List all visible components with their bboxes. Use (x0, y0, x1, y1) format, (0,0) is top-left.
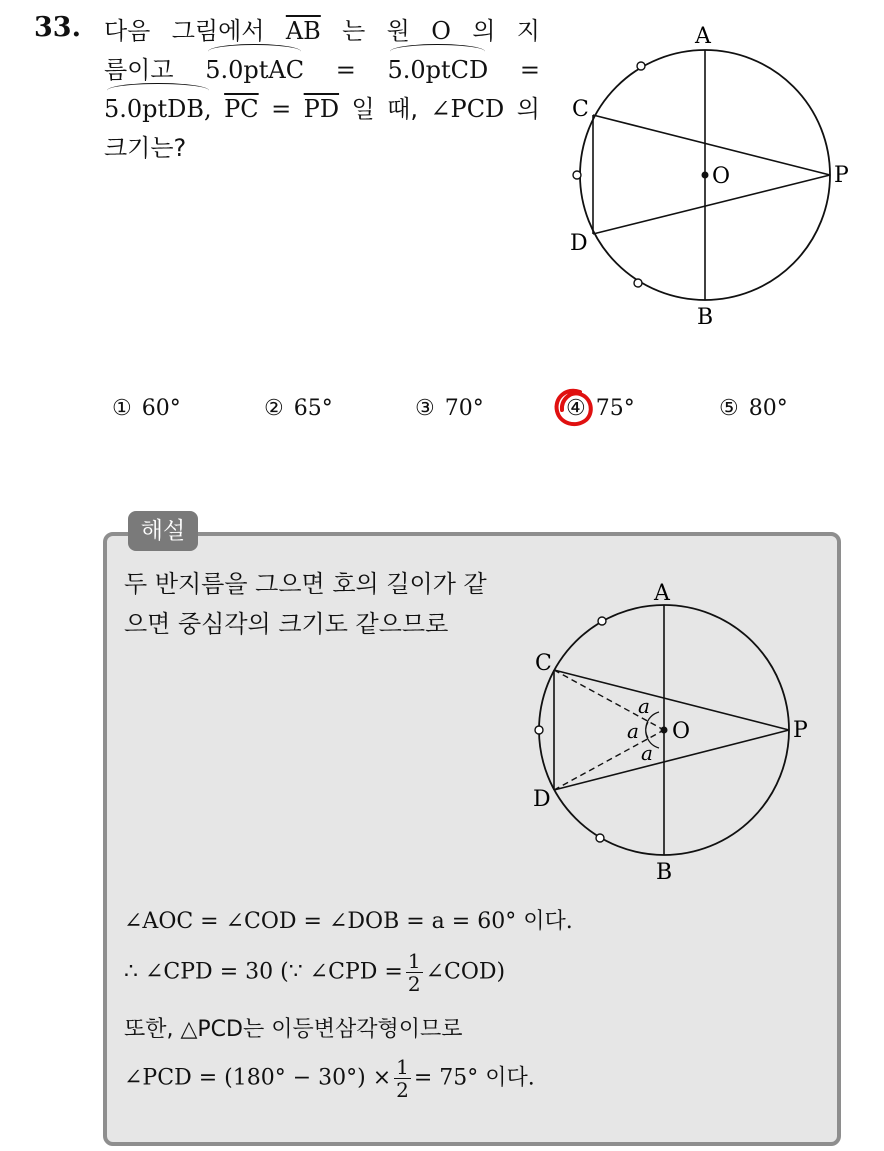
solution-step-3: 또한, △PCD는 이등변삼각형이므로 (124, 1017, 463, 1042)
choice-marker: ④ (566, 396, 586, 421)
solution-intro (124, 564, 487, 644)
arc-mark (573, 171, 581, 179)
choice-marker: ① (112, 396, 132, 421)
q-word: 때, (387, 95, 418, 123)
q-word: 지 (516, 17, 540, 45)
label-d: D (533, 787, 551, 812)
solution-intro-line-2: 으면 중심각의 크기도 같으므로 (124, 610, 449, 638)
frac-num: 1 (396, 1055, 409, 1079)
question-line-1 (104, 12, 540, 51)
question-line-4 (104, 129, 540, 168)
label-b: B (656, 860, 673, 885)
q-word: 는 (342, 17, 366, 45)
equals: = (519, 56, 540, 84)
choice-marker: ③ (415, 396, 435, 421)
label-o: O (712, 164, 731, 189)
fraction-half (406, 950, 423, 995)
choice-marker: ⑤ (719, 396, 739, 421)
arc-cd: 5.0ptCD (387, 51, 488, 90)
question-text (104, 12, 540, 168)
center-dot (661, 727, 668, 734)
choice-value: 75° (595, 396, 635, 421)
arc-ac: 5.0ptAC (205, 51, 304, 90)
question-figure (555, 18, 855, 338)
fraction-half (394, 1056, 411, 1101)
solution-step-1: ∠AOC = ∠COD = ∠DOB = a = 60° 이다. (124, 909, 573, 934)
equals: = (271, 95, 292, 123)
solution-step-4 (124, 1056, 535, 1101)
segment-pc: $\overline{PC}$ (224, 95, 259, 123)
angle-label-a: a (638, 694, 650, 718)
label-o: O (672, 719, 691, 744)
step4-left: ∠PCD = (180° − 30°) × (124, 1065, 392, 1091)
frac-num: 1 (407, 949, 421, 973)
step2-right: ∠COD) (425, 959, 506, 985)
segment-pd: $\overline{PD}$ (303, 95, 340, 123)
choice-value: 70° (444, 396, 484, 421)
choice-5[interactable] (719, 396, 788, 421)
arc-mark (634, 279, 642, 287)
q-word: 크기는? (104, 134, 187, 162)
choice-1[interactable] (112, 396, 181, 421)
q-word: 름이고 (104, 56, 174, 84)
solution-tag: 해설 (128, 511, 198, 551)
choice-value: 65° (293, 396, 333, 421)
segment-ab: $\overline{AB}$ (285, 17, 321, 45)
selected-answer-circle (550, 384, 600, 434)
angle-pcd: ∠PCD (430, 95, 505, 123)
q-word: 다음 (104, 17, 151, 45)
q-word: 의 (516, 95, 540, 123)
label-c: C (535, 651, 552, 676)
solution-figure (525, 578, 825, 888)
arc-mark (637, 62, 645, 70)
arc-db: 5.0ptDB, (104, 90, 212, 129)
arc-mark (596, 834, 604, 842)
question-number: 33. (34, 12, 81, 43)
label-a: A (695, 24, 711, 49)
choice-2[interactable] (264, 396, 333, 421)
angle-label-a: a (627, 719, 639, 743)
q-word: 원 (386, 17, 410, 45)
step2-left: ∴ ∠CPD = 30 (∵ ∠CPD = (124, 959, 403, 985)
choice-marker: ② (264, 396, 284, 421)
step4-right: = 75° 이다. (413, 1065, 535, 1091)
q-word: O (431, 17, 451, 45)
q-word: 의 (472, 17, 496, 45)
label-a: A (654, 581, 670, 606)
choice-value: 80° (748, 396, 788, 421)
label-c: C (572, 97, 589, 122)
label-d: D (570, 231, 588, 256)
solution-intro-line-1: 두 반지름을 그으면 호의 길이가 같 (124, 570, 487, 598)
center-dot (702, 172, 709, 179)
label-p: P (793, 718, 808, 743)
label-p: P (834, 163, 849, 188)
answer-choices (0, 396, 884, 436)
choice-value: 60° (141, 396, 181, 421)
equals: = (335, 56, 356, 84)
frac-den: 2 (407, 972, 421, 996)
question-line-3 (104, 90, 540, 129)
solution-step-2 (124, 950, 505, 995)
choice-3[interactable] (415, 396, 484, 421)
label-b: B (697, 305, 714, 330)
angle-label-a: a (641, 741, 653, 765)
arc-mark (598, 617, 606, 625)
q-word: 일 (351, 95, 375, 123)
frac-den: 2 (396, 1078, 409, 1102)
q-word: 그림에서 (171, 17, 265, 45)
arc-mark (535, 726, 543, 734)
